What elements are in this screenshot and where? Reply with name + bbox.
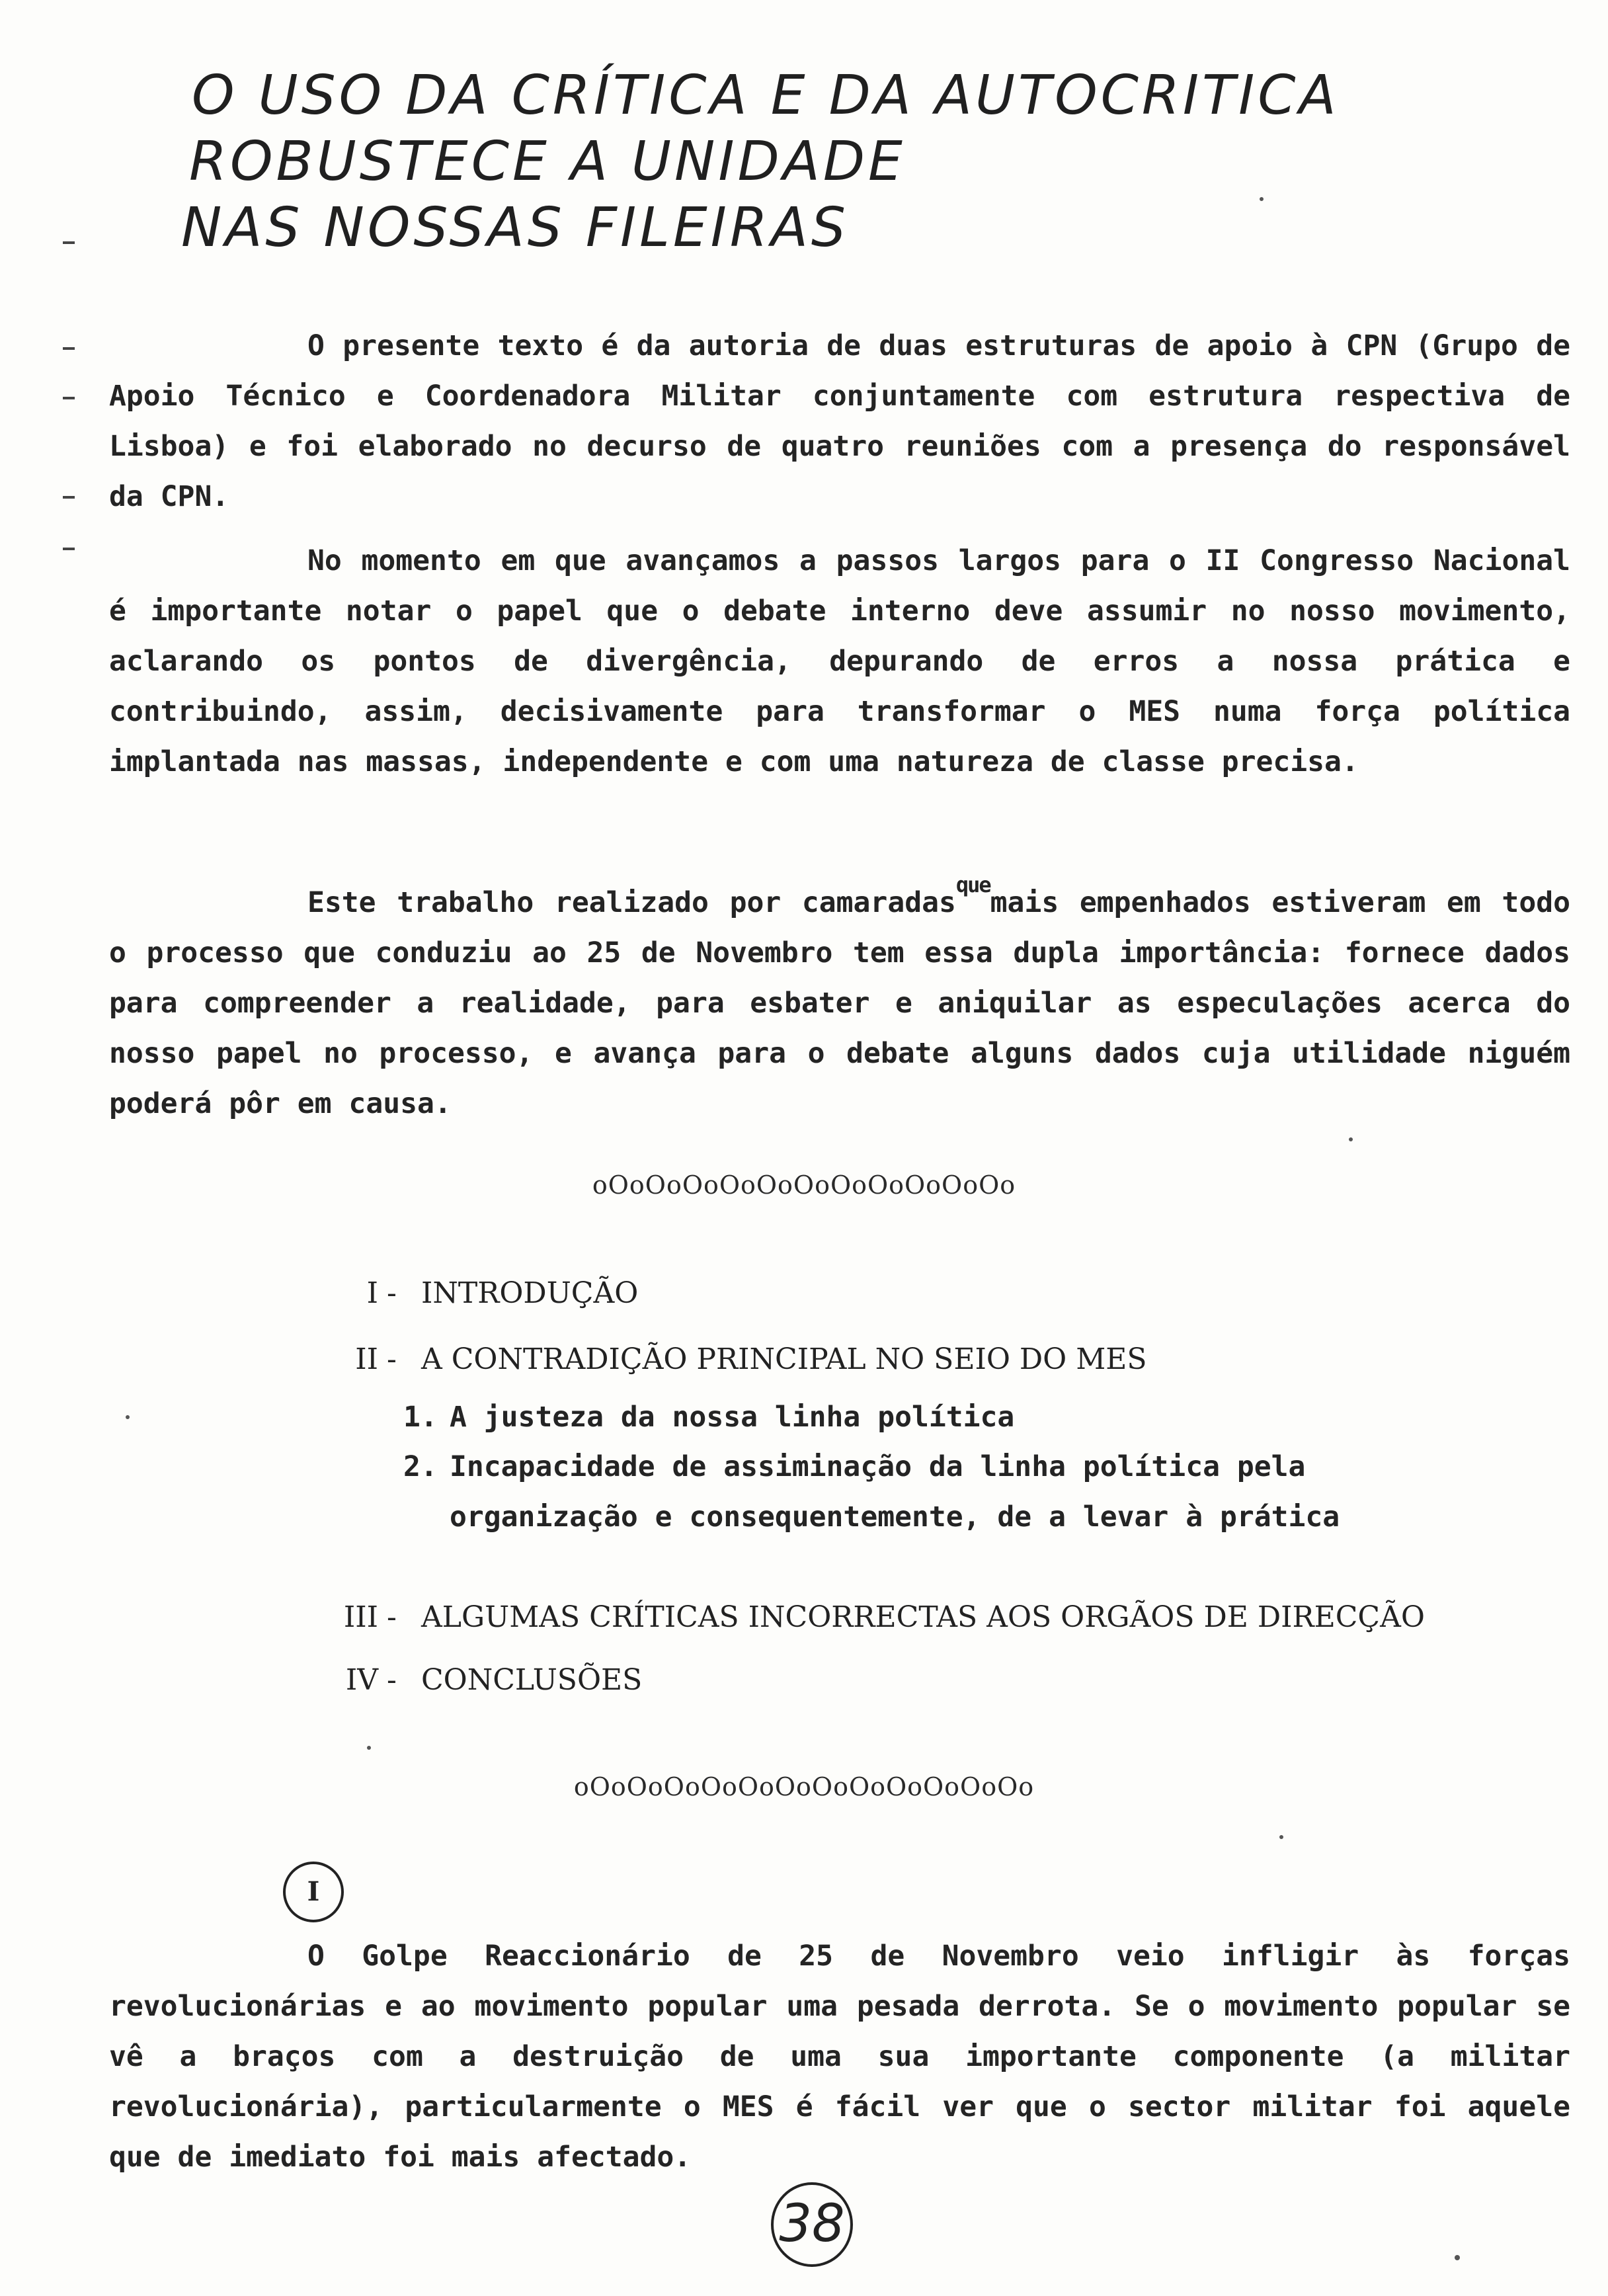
title-line-1: O USO DA CRÍTICA E DA AUTOCRITICA	[192, 64, 1340, 127]
document-title	[181, 63, 1340, 261]
intro-paragraph-3-text-a: Este trabalho realizado por camaradas	[307, 886, 956, 919]
toc-item-number: I	[366, 1276, 378, 1310]
handwritten-insertion: que	[955, 872, 990, 897]
section-1-paragraph-1-text: O Golpe Reaccionário de 25 de Novembro veio infligir às forças revolucionárias e ao movimento popular uma pesada derrota. Se o movimento popular se vê a braços com a destruição de uma sua importante componente (a militar revolucionária), particularmente o MES é fácil ver que o sector militar foi aquele que de imediato foi mais afectado.	[109, 1940, 1570, 2174]
toc-item-1	[0, 1276, 1608, 1323]
toc-item-dash: -	[387, 1600, 397, 1634]
intro-paragraph-2-text: No momento em que avançamos a passos largos para o II Congresso Nacional é importante notar o papel que o debate interno deve assumir no nosso movimento, aclarando os pontos de divergência, depurando de erros a nossa prática e contribuindo, assim, decisivamente para transformar o MES numa força política implantada nas massas, independente e com uma natureza de classe precisa.	[109, 544, 1570, 778]
intro-paragraph-2	[109, 536, 1570, 787]
toc-item-number: IV	[345, 1663, 378, 1697]
margin-mark	[63, 496, 75, 499]
scan-speck	[367, 1746, 371, 1750]
toc-item-4	[0, 1663, 1608, 1709]
intro-paragraph-1	[109, 321, 1570, 522]
toc-item-number: III	[343, 1600, 378, 1634]
section-marker: I	[283, 1862, 344, 1922]
margin-mark	[63, 397, 75, 399]
separator-line: oOoOoOoOoOoOoOoOoOoOoOoOo	[573, 1772, 1035, 1801]
toc-item-number: II	[355, 1342, 378, 1376]
intro-paragraph-1-text: O presente texto é da autoria de duas estruturas de apoio à CPN (Grupo de Apoio Técnico e Coordenadora Militar conjuntamente com estrutura respectiva de Lisboa) e foi elaborado no decurso de quatro reuniões com a presença do responsável da CPN.	[109, 329, 1570, 513]
intro-paragraph-3-text-b: mais empenhados estiveram em todo o processo que conduziu ao 25 de Novembro tem essa dupla importância: fornece dados para compreender a realidade, para esbater e aniquilar as especulações acerca do nosso papel no processo, e avança para o debate alguns dados cuja utilidade niguém poderá pôr em causa.	[109, 886, 1570, 1120]
toc-item-text: A CONTRADIÇÃO PRINCIPAL NO SEIO DO MES	[421, 1342, 1147, 1376]
toc-item-dash: -	[387, 1342, 397, 1376]
page-number: 38	[771, 2182, 853, 2267]
title-line-2: ROBUSTECE A UNIDADE	[189, 130, 906, 193]
toc-subitem-text: Incapacidade de assiminação da linha política pela organização e consequentemente, de a levar à prática	[450, 1450, 1340, 1534]
toc-item-text: INTRODUÇÃO	[421, 1276, 639, 1310]
separator-line: oOoOoOoOoOoOoOoOoOoOoOo	[592, 1170, 1016, 1200]
section-1-paragraph-1	[109, 1931, 1570, 2182]
margin-mark	[63, 548, 75, 550]
toc-item-text: ALGUMAS CRÍTICAS INCORRECTAS AOS ORGÃOS DE DIRECÇÃO	[421, 1600, 1425, 1634]
intro-paragraph-3	[109, 860, 1570, 1129]
scan-speck	[1349, 1137, 1353, 1141]
toc-item-3	[0, 1600, 1608, 1647]
toc-item-dash: -	[387, 1663, 397, 1697]
scan-speck	[126, 1415, 130, 1419]
scan-speck	[1455, 2255, 1460, 2260]
toc-subitem-text: A justeza da nossa linha política	[450, 1401, 1015, 1434]
toc-subitem-number: 2.	[403, 1450, 438, 1483]
scan-speck	[1260, 197, 1264, 201]
title-line-3: NAS NOSSAS FILEIRAS	[181, 196, 849, 259]
margin-mark	[63, 241, 75, 244]
toc-item-dash: -	[387, 1276, 397, 1310]
toc-item-text: CONCLUSÕES	[421, 1663, 643, 1697]
toc-subitem-number: 1.	[403, 1401, 438, 1434]
margin-mark	[63, 347, 75, 350]
scan-speck	[1279, 1835, 1283, 1839]
toc-item-2	[0, 1342, 1608, 1389]
